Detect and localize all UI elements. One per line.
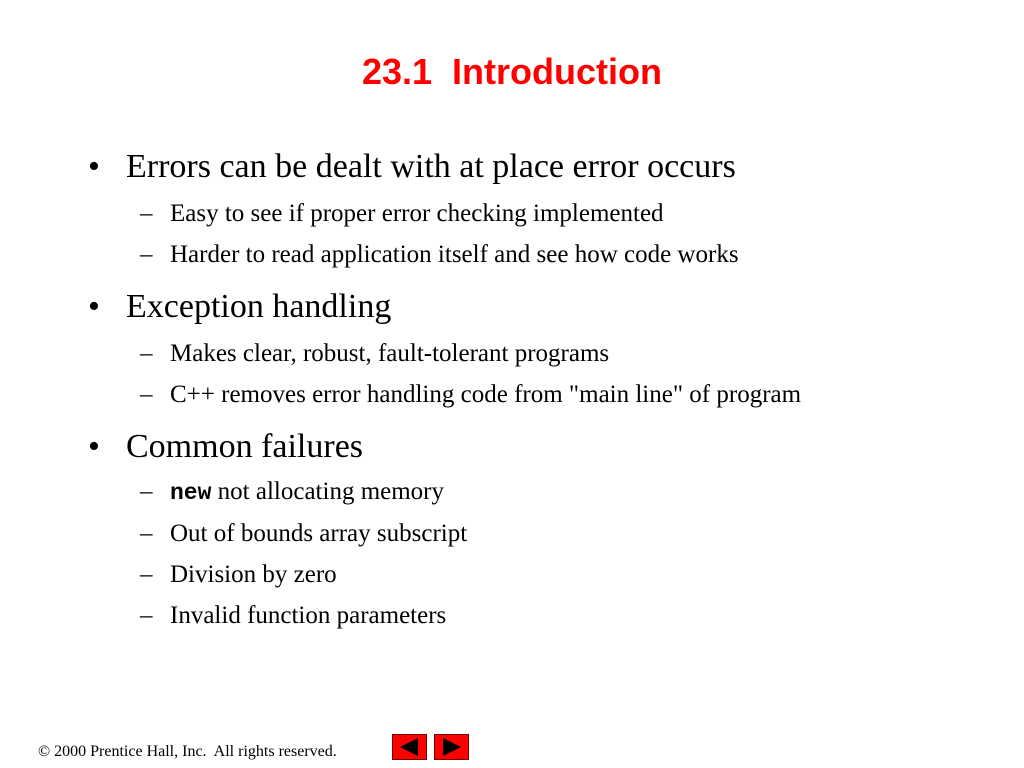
slide-title: 23.1 Introduction: [361, 51, 663, 92]
bullet-text: Common failures: [126, 428, 364, 465]
sub-bullet-text-rest: not allocating memory: [211, 478, 445, 505]
sub-bullet-text: Invalid function parameters: [170, 602, 447, 629]
bullet-text: Exception handling: [126, 288, 392, 325]
dash-marker: –: [140, 241, 153, 268]
sub-bullet-text: Makes clear, robust, fault-tolerant programs: [170, 340, 610, 367]
sub-bullet-text: Out of bounds array subscript: [170, 520, 468, 547]
dash-marker: –: [140, 340, 153, 367]
dash-marker: –: [140, 561, 153, 588]
right-triangle-icon: [435, 735, 468, 759]
sub-bullet-text: Easy to see if proper error checking implemented: [170, 200, 664, 227]
dash-marker: –: [140, 478, 153, 505]
dash-marker: –: [140, 520, 153, 547]
bullet-marker: •: [88, 288, 100, 325]
sub-bullet-text: C++ removes error handling code from "main line" of program: [170, 381, 802, 408]
bullet-text: Errors can be dealt with at place error occurs: [126, 148, 736, 185]
sub-bullet-text: Harder to read application itself and see how code works: [170, 241, 739, 268]
dash-marker: –: [140, 602, 153, 629]
left-triangle-icon: [393, 735, 426, 759]
code-keyword: new: [170, 480, 212, 506]
dash-marker: –: [140, 381, 153, 408]
next-slide-button[interactable]: [434, 734, 469, 760]
bullet-marker: •: [88, 428, 100, 465]
dash-marker: –: [140, 200, 153, 227]
bullet-marker: •: [88, 148, 100, 185]
sub-bullet-text: [170, 477, 444, 508]
copyright-footer: © 2000 Prentice Hall, Inc. All rights reserved.: [38, 743, 337, 760]
previous-slide-button[interactable]: [392, 734, 427, 760]
sub-bullet-text: Division by zero: [170, 561, 337, 588]
